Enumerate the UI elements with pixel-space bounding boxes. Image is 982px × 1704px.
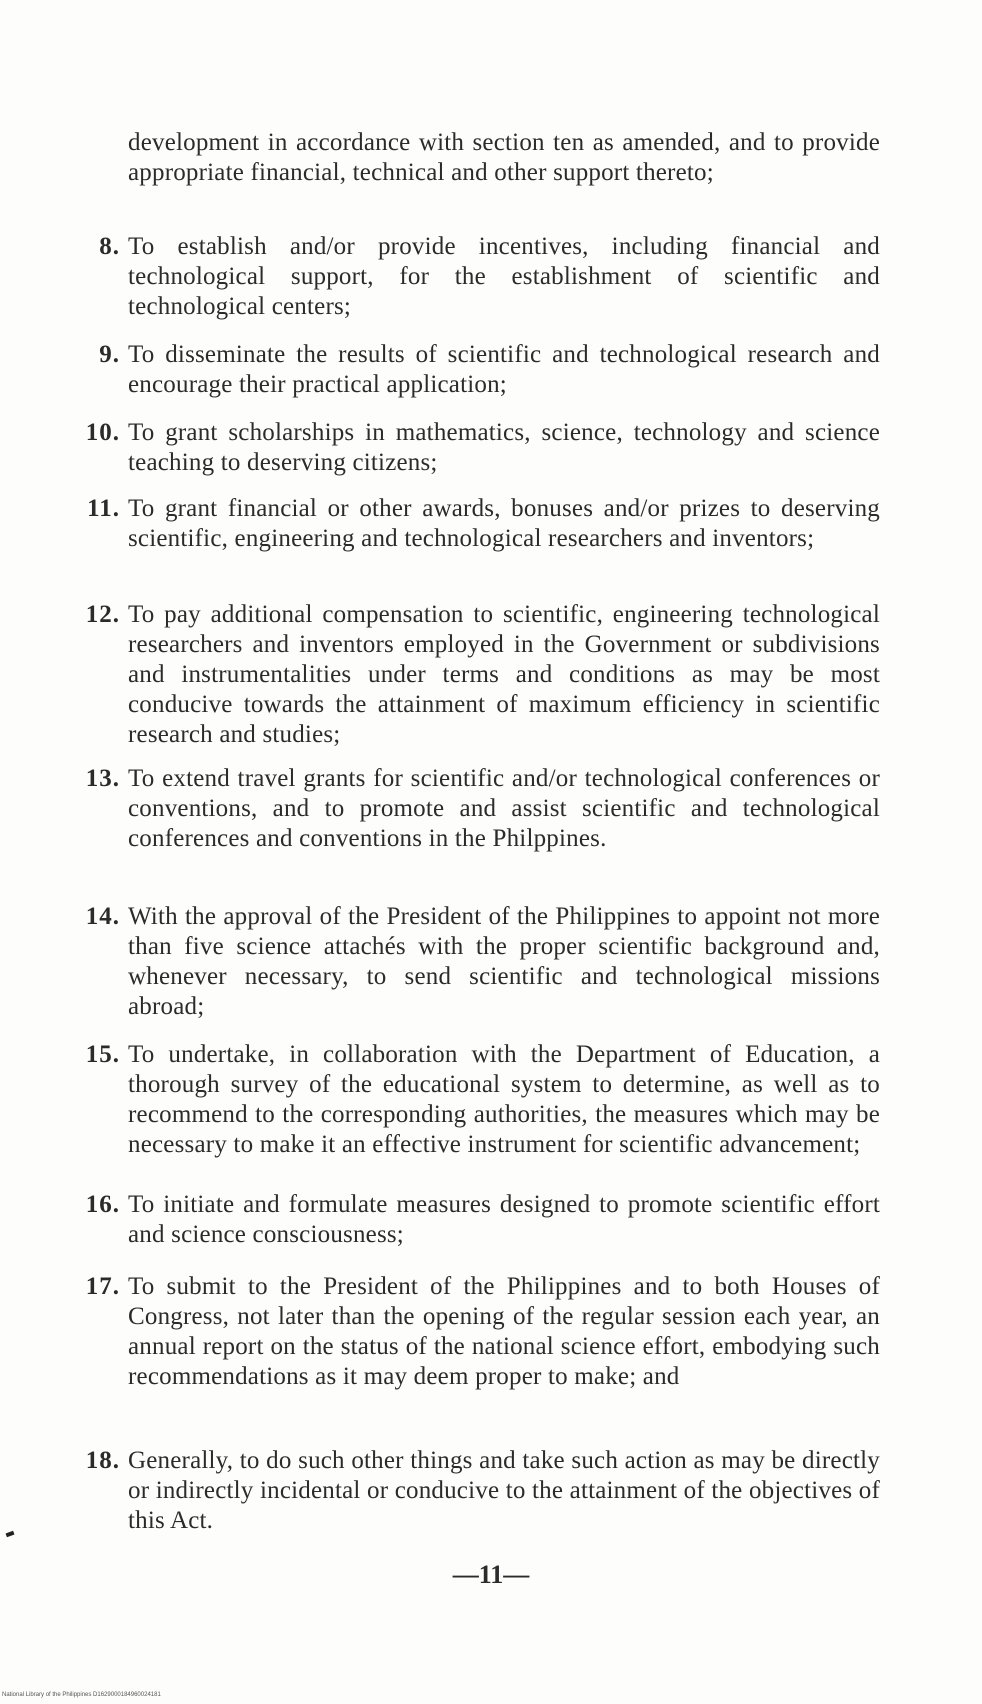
item-text: To pay additional compensation to scientific, engineering technological researchers and inventors employed in the Government or subdivisions and instrumentalities under terms and conditions as may be most conducive towards the attainment of maximum efficiency in scientific research and studies; (128, 601, 880, 748)
intro-paragraph: development in accordance with section ten as amended, and to provide appropriate financial, technical and other support thereto; (128, 129, 880, 186)
item-text: With the approval of the President of the Philippines to appoint not more than five science attachés with the proper scientific background and, whenever necessary, to send scientific and technological missions abroad; (128, 903, 880, 1020)
item-text: To initiate and formulate measures designed to promote scientific effort and science consciousness; (128, 1191, 880, 1248)
item-number: 12. (85, 601, 120, 628)
item-number: 18. (85, 1447, 120, 1474)
item-text: To establish and/or provide incentives, including financial and technological support, for the establishment of scientific and technological centers; (128, 233, 880, 320)
item-text: To undertake, in collaboration with the Department of Education, a thorough survey of the educational system to determine, as well as to recommend to the corresponding authorities, the measures which may be necessary to make it an effective instrument for scientific advancement; (128, 1041, 880, 1158)
item-text: To disseminate the results of scientific and technological research and encourage their practical application; (128, 341, 880, 398)
footer-note: National Library of the Philippines D1629000184960024181 (2, 1692, 161, 1698)
item-text: To grant scholarships in mathematics, science, technology and science teaching to deserving citizens; (128, 419, 880, 476)
item-number: 10. (85, 419, 120, 446)
page-number: —11— (452, 1560, 530, 1589)
item-number: 11. (87, 495, 120, 522)
item-number: 15. (85, 1041, 120, 1068)
item-number: 8. (99, 233, 120, 260)
item-number: 14. (85, 903, 120, 930)
item-text: To extend travel grants for scientific and/or technological conferences or conventions, and to promote and assist scientific and technological conferences and conventions in the Philppines. (128, 765, 880, 852)
item-text: To submit to the President of the Philippines and to both Houses of Congress, not later than the opening of the regular session each year, an annual report on the status of the national science effort, embodying such recommendations as it may deem proper to make; and (128, 1273, 880, 1390)
item-number: 9. (99, 341, 120, 368)
item-number: 16. (85, 1191, 120, 1218)
item-text: Generally, to do such other things and take such action as may be directly or indirectly incidental or conducive to the attainment of the objectives of this Act. (128, 1447, 880, 1534)
item-text: To grant financial or other awards, bonuses and/or prizes to deserving scientific, engineering and technological researchers and inventors; (128, 495, 880, 552)
scan-mark (6, 1531, 15, 1537)
item-number: 13. (85, 765, 120, 792)
item-number: 17. (85, 1273, 120, 1300)
